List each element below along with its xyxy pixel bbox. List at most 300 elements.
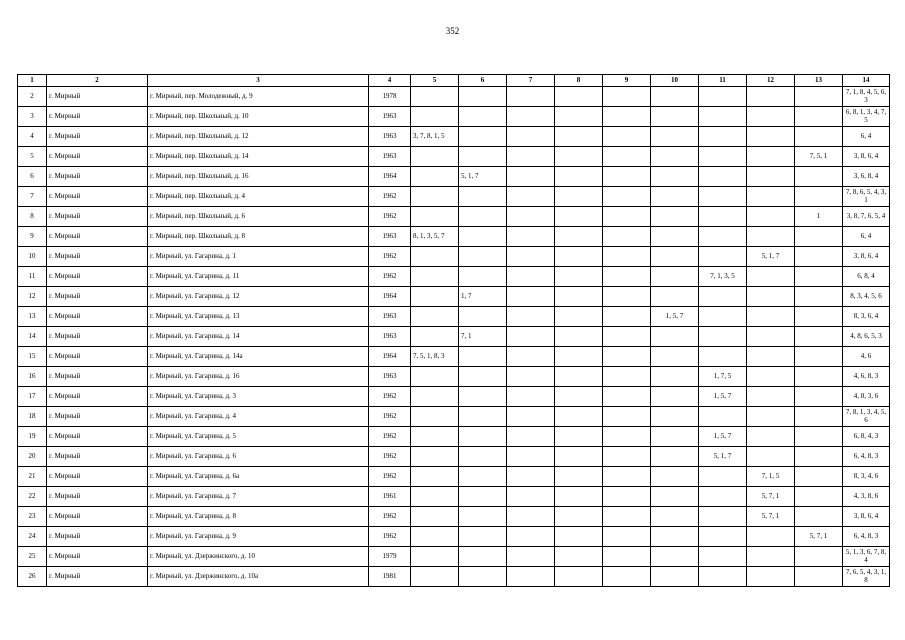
table-cell-col-13 [795,427,843,447]
column-header-7: 7 [507,75,555,87]
table-cell-col-8 [555,187,603,207]
table-cell-col-11 [699,167,747,187]
table-cell-col-2: г. Мирный [47,87,148,107]
table-cell-col-13 [795,467,843,487]
table-cell-col-5 [411,107,459,127]
table-cell-col-2: г. Мирный [47,107,148,127]
table-cell-col-10 [651,547,699,567]
table-cell-col-5 [411,427,459,447]
table-cell-col-6 [459,147,507,167]
column-header-12: 12 [747,75,795,87]
table-cell-col-13 [795,87,843,107]
table-cell-col-12 [747,567,795,587]
table-cell-col-7 [507,547,555,567]
table-cell-col-14: 3, 8, 6, 4 [843,147,890,167]
table-cell-col-7 [507,507,555,527]
page-number: 352 [445,26,460,36]
table-cell-col-13 [795,447,843,467]
table-cell-col-3: г. Мирный, ул. Гагарина, д. 1 [148,247,369,267]
column-header-14: 14 [843,75,890,87]
table-cell-col-14: 6, 8, 4, 3 [843,427,890,447]
table-cell-col-8 [555,147,603,167]
table-cell-col-7 [507,187,555,207]
table-cell-col-9 [603,167,651,187]
table-cell-col-8 [555,307,603,327]
table-cell-col-6 [459,407,507,427]
column-header-8: 8 [555,75,603,87]
table-cell-col-11: 1, 5, 7 [699,387,747,407]
table-cell-col-8 [555,567,603,587]
table-cell-col-8 [555,467,603,487]
table-cell-col-11 [699,507,747,527]
table-cell-col-12 [747,427,795,447]
table-cell-col-6 [459,187,507,207]
table-cell-col-1: 17 [18,387,47,407]
table-cell-col-6 [459,507,507,527]
table-cell-col-8 [555,87,603,107]
table-cell-col-12 [747,127,795,147]
table-cell-col-11 [699,147,747,167]
table-cell-col-9 [603,307,651,327]
table-row [18,327,890,347]
table-cell-col-11 [699,547,747,567]
table-cell-col-6: 7, 1 [459,327,507,347]
table-cell-col-4: 1962 [369,507,411,527]
table-cell-col-3: г. Мирный, ул. Гагарина, д. 4 [148,407,369,427]
table-cell-col-4: 1962 [369,527,411,547]
table-cell-col-10 [651,507,699,527]
table-cell-col-4: 1964 [369,287,411,307]
table-cell-col-3: г. Мирный, ул. Гагарина, д. 14а [148,347,369,367]
table-cell-col-3: г. Мирный, ул. Гагарина, д. 7 [148,487,369,507]
table-row [18,367,890,387]
table-cell-col-4: 1962 [369,207,411,227]
table-cell-col-10 [651,187,699,207]
table-cell-col-13 [795,487,843,507]
table-cell-col-4: 1981 [369,567,411,587]
column-header-5: 5 [411,75,459,87]
table-cell-col-11: 7, 1, 3, 5 [699,267,747,287]
table-cell-col-10 [651,407,699,427]
table-cell-col-8 [555,547,603,567]
table-cell-col-10 [651,107,699,127]
table-cell-col-5 [411,487,459,507]
table-cell-col-12 [747,307,795,327]
table-cell-col-4: 1964 [369,167,411,187]
table-cell-col-7 [507,447,555,467]
table-cell-col-11 [699,227,747,247]
table-cell-col-8 [555,527,603,547]
table-cell-col-10 [651,127,699,147]
table-cell-col-13 [795,387,843,407]
table-cell-col-2: г. Мирный [47,267,148,287]
table-cell-col-1: 5 [18,147,47,167]
table-cell-col-8 [555,227,603,247]
table-cell-col-14: 5, 1, 3, 6, 7, 8, 4 [843,547,890,567]
table-cell-col-1: 16 [18,367,47,387]
table-row [18,207,890,227]
column-header-9: 9 [603,75,651,87]
table-cell-col-10 [651,467,699,487]
table-cell-col-13 [795,247,843,267]
table-cell-col-11 [699,347,747,367]
table-cell-col-6 [459,307,507,327]
table-cell-col-5: 3, 7, 8, 1, 5 [411,127,459,147]
table-cell-col-4: 1979 [369,547,411,567]
table-cell-col-6: 5, 1, 7 [459,167,507,187]
table-cell-col-6 [459,467,507,487]
table-cell-col-7 [507,247,555,267]
table-cell-col-1: 2 [18,87,47,107]
table-cell-col-3: г. Мирный, ул. Гагарина, д. 6а [148,467,369,487]
table-cell-col-14: 3, 8, 7, 6, 5, 4 [843,207,890,227]
table-cell-col-2: г. Мирный [47,427,148,447]
table-cell-col-5 [411,267,459,287]
table-cell-col-3: г. Мирный, пер. Школьный, д. 8 [148,227,369,247]
table-cell-col-6 [459,227,507,247]
table-cell-col-9 [603,567,651,587]
table-cell-col-2: г. Мирный [47,227,148,247]
table-cell-col-1: 3 [18,107,47,127]
table-row [18,387,890,407]
table-cell-col-12: 5, 7, 1 [747,487,795,507]
table-cell-col-6 [459,87,507,107]
table-cell-col-7 [507,207,555,227]
header-row [18,75,890,87]
table-cell-col-5 [411,447,459,467]
table-cell-col-12 [747,227,795,247]
table-cell-col-9 [603,327,651,347]
table-cell-col-3: г. Мирный, ул. Дзержинского, д. 10 [148,547,369,567]
table-cell-col-7 [507,107,555,127]
table-cell-col-8 [555,367,603,387]
table-cell-col-13 [795,267,843,287]
table-cell-col-14: 6, 8, 4 [843,267,890,287]
table-cell-col-14: 4, 8, 3, 6 [843,387,890,407]
table-cell-col-12 [747,447,795,467]
table-cell-col-8 [555,447,603,467]
table-row [18,447,890,467]
table-cell-col-2: г. Мирный [47,307,148,327]
table-cell-col-5 [411,287,459,307]
table-cell-col-14: 8, 3, 4, 5, 6 [843,287,890,307]
table-cell-col-14: 3, 6, 8, 4 [843,167,890,187]
table-cell-col-6 [459,527,507,547]
table-cell-col-1: 25 [18,547,47,567]
table-cell-col-9 [603,347,651,367]
table-cell-col-7 [507,287,555,307]
table-cell-col-13 [795,367,843,387]
table-cell-col-13: 7, 5, 1 [795,147,843,167]
table-cell-col-2: г. Мирный [47,507,148,527]
table-cell-col-3: г. Мирный, пер. Школьный, д. 6 [148,207,369,227]
table-cell-col-12 [747,407,795,427]
table-cell-col-4: 1962 [369,247,411,267]
table-cell-col-12 [747,327,795,347]
table-cell-col-5 [411,367,459,387]
table-cell-col-10 [651,367,699,387]
table-cell-col-1: 22 [18,487,47,507]
table-cell-col-10 [651,567,699,587]
table-cell-col-11 [699,187,747,207]
table-cell-col-4: 1963 [369,107,411,127]
table-cell-col-3: г. Мирный, пер. Школьный, д. 16 [148,167,369,187]
table-cell-col-1: 15 [18,347,47,367]
table-cell-col-2: г. Мирный [47,147,148,167]
table-cell-col-7 [507,227,555,247]
table-cell-col-11: 1, 5, 7 [699,427,747,447]
table-cell-col-8 [555,487,603,507]
table-cell-col-10 [651,267,699,287]
table-cell-col-10 [651,427,699,447]
table-cell-col-11: 1, 7, 5 [699,367,747,387]
table-cell-col-12 [747,547,795,567]
table-cell-col-4: 1962 [369,407,411,427]
table-cell-col-4: 1962 [369,267,411,287]
table-cell-col-9 [603,507,651,527]
table-cell-col-12 [747,87,795,107]
table-row [18,147,890,167]
table-cell-col-13 [795,167,843,187]
table-cell-col-3: г. Мирный, ул. Гагарина, д. 5 [148,427,369,447]
table-cell-col-6: 1, 7 [459,287,507,307]
table-cell-col-5 [411,187,459,207]
table-cell-col-1: 10 [18,247,47,267]
table-row [18,267,890,287]
table-cell-col-9 [603,227,651,247]
table-cell-col-14: 7, 8, 1, 3, 4, 5, 6 [843,407,890,427]
table-cell-col-4: 1964 [369,347,411,367]
table-cell-col-13 [795,127,843,147]
table-cell-col-8 [555,247,603,267]
table-cell-col-3: г. Мирный, ул. Гагарина, д. 12 [148,287,369,307]
table-cell-col-11: 5, 1, 7 [699,447,747,467]
table-cell-col-1: 26 [18,567,47,587]
table-cell-col-3: г. Мирный, ул. Гагарина, д. 13 [148,307,369,327]
table-cell-col-12 [747,187,795,207]
table-cell-col-7 [507,167,555,187]
table-cell-col-13 [795,347,843,367]
table-cell-col-3: г. Мирный, ул. Гагарина, д. 16 [148,367,369,387]
table-cell-col-13 [795,227,843,247]
table-cell-col-11 [699,107,747,127]
table-cell-col-7 [507,387,555,407]
table-cell-col-14: 7, 1, 8, 4, 5, 6, 3 [843,87,890,107]
column-header-1: 1 [18,75,47,87]
table-cell-col-12 [747,387,795,407]
table-cell-col-7 [507,267,555,287]
table-row [18,527,890,547]
table-cell-col-7 [507,367,555,387]
table-cell-col-14: 4, 6 [843,347,890,367]
table-cell-col-3: г. Мирный, пер. Молодежный, д. 9 [148,87,369,107]
table-cell-col-11 [699,487,747,507]
table-cell-col-9 [603,187,651,207]
table-cell-col-5 [411,247,459,267]
table-row [18,427,890,447]
table-cell-col-4: 1963 [369,227,411,247]
table-cell-col-3: г. Мирный, ул. Гагарина, д. 14 [148,327,369,347]
table-row [18,407,890,427]
table-cell-col-4: 1962 [369,387,411,407]
table-cell-col-2: г. Мирный [47,527,148,547]
column-header-10: 10 [651,75,699,87]
table-cell-col-13 [795,567,843,587]
table-cell-col-7 [507,327,555,347]
table-cell-col-5 [411,407,459,427]
table-cell-col-5 [411,467,459,487]
table-cell-col-12 [747,107,795,127]
table-cell-col-2: г. Мирный [47,127,148,147]
table-cell-col-3: г. Мирный, ул. Гагарина, д. 6 [148,447,369,467]
table-cell-col-3: г. Мирный, ул. Дзержинского, д. 10а [148,567,369,587]
table-cell-col-6 [459,447,507,467]
table-cell-col-10 [651,167,699,187]
table-cell-col-6 [459,567,507,587]
column-header-4: 4 [369,75,411,87]
table-cell-col-9 [603,427,651,447]
table-cell-col-5 [411,147,459,167]
table-cell-col-7 [507,87,555,107]
table-cell-col-8 [555,167,603,187]
table-cell-col-5 [411,387,459,407]
table-cell-col-14: 3, 8, 6, 4 [843,247,890,267]
table-cell-col-11 [699,527,747,547]
table-cell-col-7 [507,407,555,427]
table-row [18,187,890,207]
table-cell-col-11 [699,287,747,307]
table-cell-col-10 [651,447,699,467]
table-row [18,307,890,327]
table-cell-col-2: г. Мирный [47,247,148,267]
table-cell-col-11 [699,407,747,427]
table-cell-col-9 [603,527,651,547]
table-cell-col-10 [651,287,699,307]
table-cell-col-14: 6, 4 [843,127,890,147]
table-cell-col-13 [795,407,843,427]
table-cell-col-2: г. Мирный [47,327,148,347]
table-cell-col-11 [699,327,747,347]
table-row [18,247,890,267]
table-cell-col-11 [699,127,747,147]
table-cell-col-8 [555,127,603,147]
table-cell-col-1: 9 [18,227,47,247]
table-cell-col-4: 1962 [369,447,411,467]
table-cell-col-6 [459,267,507,287]
table-cell-col-8 [555,327,603,347]
table-cell-col-9 [603,207,651,227]
table-cell-col-1: 21 [18,467,47,487]
table-cell-col-8 [555,287,603,307]
table-cell-col-4: 1962 [369,427,411,447]
table-cell-col-2: г. Мирный [47,567,148,587]
table-cell-col-12 [747,287,795,307]
table-cell-col-6 [459,247,507,267]
table-cell-col-13 [795,327,843,347]
table-cell-col-3: г. Мирный, ул. Гагарина, д. 11 [148,267,369,287]
table-cell-col-12 [747,347,795,367]
table-cell-col-14: 4, 3, 8, 6 [843,487,890,507]
table-cell-col-4: 1963 [369,147,411,167]
table-cell-col-12 [747,207,795,227]
table-cell-col-10 [651,487,699,507]
table-cell-col-10 [651,327,699,347]
table-cell-col-5 [411,507,459,527]
table-cell-col-13 [795,547,843,567]
table-row [18,467,890,487]
table-cell-col-9 [603,147,651,167]
table-cell-col-2: г. Мирный [47,347,148,367]
table-cell-col-2: г. Мирный [47,547,148,567]
table-cell-col-13 [795,107,843,127]
column-header-13: 13 [795,75,843,87]
table-cell-col-2: г. Мирный [47,167,148,187]
table-cell-col-1: 23 [18,507,47,527]
table-cell-col-10 [651,207,699,227]
table-cell-col-9 [603,87,651,107]
table-cell-col-4: 1963 [369,367,411,387]
table-cell-col-1: 13 [18,307,47,327]
table-cell-col-12 [747,167,795,187]
table-cell-col-9 [603,467,651,487]
table-cell-col-4: 1961 [369,487,411,507]
table-cell-col-7 [507,427,555,447]
column-header-2: 2 [47,75,148,87]
table-cell-col-6 [459,547,507,567]
table-cell-col-8 [555,207,603,227]
table-cell-col-5: 7, 5, 1, 8, 3 [411,347,459,367]
table-cell-col-2: г. Мирный [47,407,148,427]
table-cell-col-2: г. Мирный [47,387,148,407]
table-cell-col-11 [699,207,747,227]
table-row [18,107,890,127]
table-cell-col-4: 1963 [369,327,411,347]
table-cell-col-9 [603,267,651,287]
table-row [18,487,890,507]
table-cell-col-13 [795,287,843,307]
table-cell-col-12 [747,267,795,287]
column-header-6: 6 [459,75,507,87]
table-cell-col-13 [795,307,843,327]
table-cell-col-14: 7, 8, 6, 5, 4, 3, 1 [843,187,890,207]
table-cell-col-14: 7, 6, 5, 4, 3, 1, 8 [843,567,890,587]
table-cell-col-5 [411,547,459,567]
table-cell-col-9 [603,247,651,267]
table-cell-col-14: 3, 8, 6, 4 [843,507,890,527]
table-cell-col-3: г. Мирный, ул. Гагарина, д. 9 [148,527,369,547]
table-cell-col-2: г. Мирный [47,367,148,387]
table-cell-col-2: г. Мирный [47,487,148,507]
table-row [18,507,890,527]
table-cell-col-1: 7 [18,187,47,207]
table-cell-col-9 [603,407,651,427]
table-cell-col-1: 12 [18,287,47,307]
table-cell-col-5 [411,307,459,327]
table-cell-col-1: 20 [18,447,47,467]
table-cell-col-7 [507,347,555,367]
table-cell-col-6 [459,367,507,387]
table-cell-col-13: 5, 7, 1 [795,527,843,547]
table-cell-col-3: г. Мирный, пер. Школьный, д. 4 [148,187,369,207]
table-cell-col-9 [603,127,651,147]
table-cell-col-4: 1963 [369,127,411,147]
table-cell-col-14: 8, 3, 6, 4 [843,307,890,327]
table-cell-col-12 [747,147,795,167]
table-cell-col-2: г. Мирный [47,207,148,227]
table-cell-col-6 [459,127,507,147]
table-cell-col-6 [459,347,507,367]
table-cell-col-8 [555,427,603,447]
